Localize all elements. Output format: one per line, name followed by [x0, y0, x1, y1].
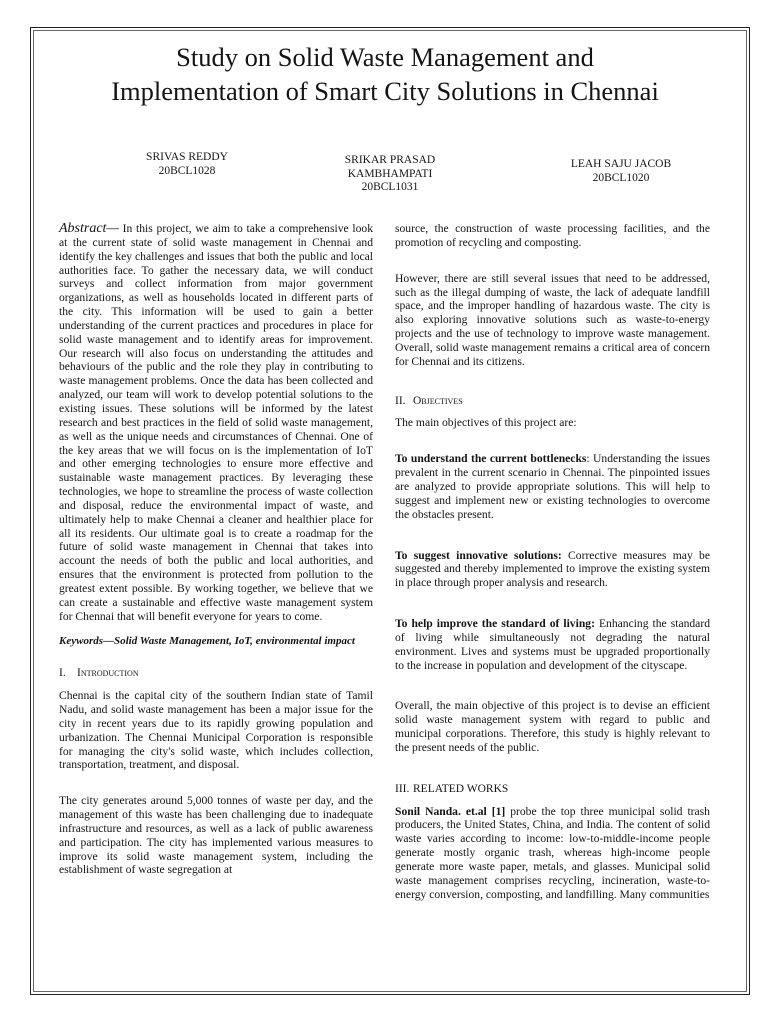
objective-text: Corrective measures may be suggested and thereby implemented to improve the existing system in place through proper analysis and research.: [395, 548, 711, 590]
objective-text: Enhancing the standard of living while simultaneously not degrading the natural environment. Lives and systems must be upgraded proportionally to the increase in population and development of the cityscape.: [395, 617, 710, 672]
objectives-intro: The main objectives of this project are:: [395, 416, 577, 430]
related-works-text: probe the top three municipal solid trash producers, the United States, China, and India. The content of solid waste varies according to income: low-to-middle-income people generate mostly organic trash, whereas high-income people generate more waste paper, metals, and glasses. Municipal solid waste management comprises recycling, incineration, waste-to-energy conversion, composting, and landfilling. Many communities: [395, 804, 710, 901]
author-id: 20BCL1020: [592, 171, 650, 184]
section-number: III.: [395, 782, 410, 795]
objective-lead: To understand the current bottlenecks: [395, 452, 587, 466]
objective-text: : Understanding the issues prevalent in the current scenario in Chennai. The pinpointed issues are analyzed to provide appropriate solutions. This will help to suggest and implement new or existing technologies to overcome the obstacles present.: [395, 452, 710, 521]
section-heading-objectives: [395, 395, 710, 409]
section-number: II.: [395, 394, 406, 407]
author-id: 20BCL1028: [158, 164, 216, 177]
paper-title: [40, 40, 730, 108]
author-block-1: [112, 151, 262, 178]
abstract-label: Abstract—: [59, 221, 119, 236]
left-column: [59, 222, 373, 877]
right-column: [395, 222, 710, 902]
author-block-3: [536, 158, 706, 185]
section-heading-related-works: [395, 783, 710, 797]
section-number: I.: [59, 667, 66, 680]
section-heading-introduction: [59, 667, 373, 681]
objective-item-2: [395, 549, 710, 591]
section-title: Objectives: [413, 394, 463, 407]
author-name: LEAH SAJU JACOB: [570, 158, 672, 170]
author-name-line-2: KAMBHAMPATI: [347, 167, 433, 180]
title-line-2: Implementation of Smart City Solutions in Chennai: [111, 76, 659, 106]
author-name: SRIVAS REDDY: [146, 151, 228, 163]
abstract: [59, 222, 373, 623]
abstract-text: In this project, we aim to take a comprehensive look at the current state of solid waste management in Chennai and identify the key challenges and issues that both the public and local authorities face. To gather the necessary data, we will conduct surveys and collect information from major government organizations, as well as households located in different parts of the city. This information will be used to gain a better understanding of the current practices and procedures in place for solid waste management and to identify areas for improvement. Our research will also focus on understanding the attitudes and behaviours of the public and the role they play in contributing to waste management problems. Once the data has been collected and analyzed, our team will work to develop potential solutions to the existing issues. These solutions will be informed by the latest research and best practices in the field of solid waste management, as well as the unique needs and circumstances of Chennai. One of the key areas that we will focus on is the implementation of IoT and other emerging technologies to ensure more effective and sustainable waste management practices. By leveraging these technologies, we hope to streamline the process of waste collection and disposal, reduce the environmental impact of waste, and ultimately help to make Chennai a cleaner and healthier place for all its residents. Our ultimate goal is to create a roadmap for the future of solid waste management in Chennai that takes into account the needs of both the public and local authorities, and ensures that the environment is protected from pollution to the greatest extent possible. By working together, we believe that we can create a sustainable and effective waste management system for Chennai that will benefit everyone for years to come.: [59, 222, 373, 623]
intro-paragraph-1: Chennai is the capital city of the southern Indian state of Tamil Nadu, and solid waste management has been a major issue for the city in recent years due to its rapidly growing population and urbanization. The Chennai Municipal Corporation is responsible for managing the city's solid waste, which includes collection, transportation, treatment, and disposal.: [59, 689, 373, 772]
intro-paragraph-2: The city generates around 5,000 tonnes of waste per day, and the management of this waste has been challenging due to inadequate infrastructure and resources, as well as a lack of public awareness and participation. The city has implemented various measures to improve its solid waste management system, including the establishment of waste segregation at: [59, 794, 373, 877]
objective-lead: To suggest innovative solutions:: [395, 548, 562, 562]
author-block-2: [315, 154, 465, 195]
citation-lead: Sonil Nanda. et.al [1]: [395, 804, 506, 818]
objectives-conclusion: Overall, the main objective of this project is to devise an efficient solid waste management system with regard to public and municipal corporations. Therefore, this study is highly relevant to the present needs of the public.: [395, 699, 710, 754]
objective-item-3: [395, 617, 710, 672]
objective-lead: To help improve the standard of living:: [395, 617, 595, 631]
intro-paragraph-2-continued: source, the construction of waste processing facilities, and the promotion of recycling and composting.: [395, 222, 710, 249]
keywords: Keywords—Solid Waste Management, IoT, environmental impact: [59, 635, 355, 648]
section-title: Introduction: [77, 667, 139, 680]
title-line-1: Study on Solid Waste Management and: [176, 42, 594, 72]
related-works-paragraph: [395, 805, 710, 902]
objective-item-1: [395, 452, 710, 521]
intro-paragraph-3: However, there are still several issues that need to be addressed, such as the illegal dumping of waste, the lack of adequate landfill space, and the improper handling of hazardous waste. The city is also exploring innovative solutions such as waste-to-energy projects and the use of technology to improve waste management. Overall, solid waste management remains a critical area of concern for Chennai and its citizens.: [395, 271, 710, 368]
author-name-line-1: SRIKAR PRASAD: [344, 154, 436, 166]
author-id: 20BCL1031: [361, 181, 419, 193]
section-title: RELATED WORKS: [413, 782, 509, 795]
